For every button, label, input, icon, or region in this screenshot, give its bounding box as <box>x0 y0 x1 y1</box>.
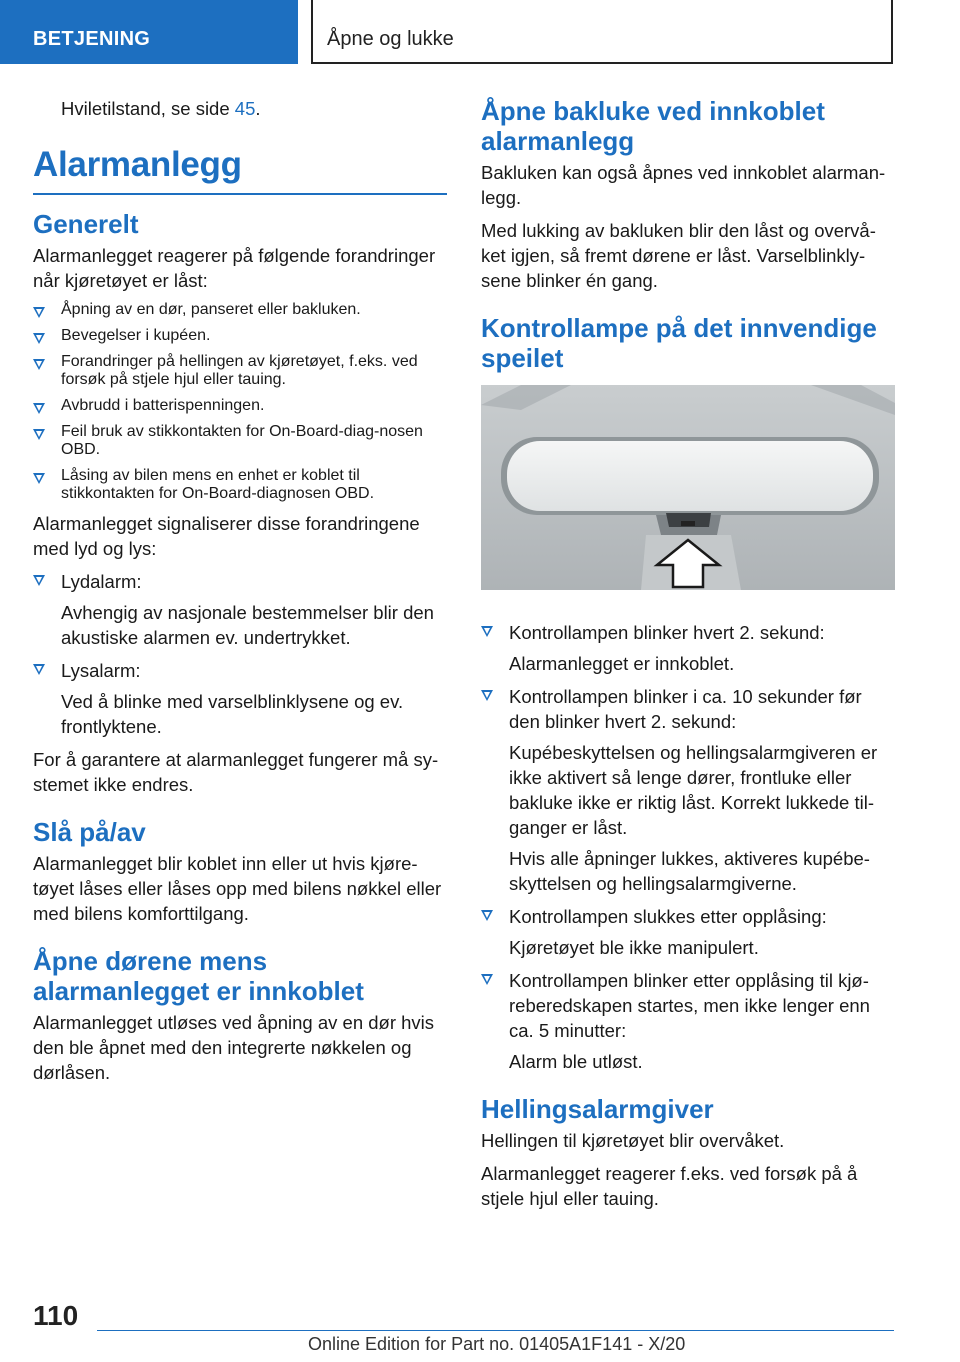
page-link[interactable]: 45 <box>234 98 256 119</box>
footer-divider <box>97 1330 894 1331</box>
left-column <box>33 96 447 1093</box>
chapter-title: Åpne og lukke <box>327 28 454 50</box>
list-item: Bevegelser i kupéen. <box>33 327 447 345</box>
list-item: Lysalarm: Ved å blinke med varselblinklysene og ev. frontlyktene. <box>33 658 447 739</box>
intro-paragraph: Hviletilstand, se side 45. <box>61 98 261 119</box>
signal-list <box>33 569 447 739</box>
aapne-paragraph: Alarmanlegget utløses ved åpning av en dør hvis den ble åpnet med den integrerte nøkkelen og dørlåsen. <box>33 1012 435 1083</box>
generelt-p2: Alarmanlegget signaliserer disse forandringene med lyd og lys: <box>33 513 420 559</box>
bakluke-p1: Bakluken kan også åpnes ved innkoblet alarman-legg. <box>481 162 886 208</box>
triangle-bullet-icon <box>33 333 45 344</box>
chapter-tab <box>311 0 893 64</box>
generelt-p1: Alarmanlegget reagerer på følgende forandringer når kjøretøyet er låst: <box>33 245 436 291</box>
mirror-illustration <box>481 385 895 590</box>
change-list <box>33 301 447 503</box>
triangle-bullet-icon <box>33 307 45 318</box>
heading-slaa: Slå på/av <box>33 817 146 847</box>
helling-p1: Hellingen til kjøretøyet blir overvåket. <box>481 1130 785 1151</box>
triangle-bullet-icon <box>481 974 493 985</box>
helling-p2: Alarmanlegget reagerer f.eks. ved forsøk på å stjele hjul eller tauing. <box>481 1163 858 1209</box>
list-item: Kontrollampen blinker hvert 2. sekund: Alarmanlegget er innkoblet. <box>481 620 897 676</box>
triangle-bullet-icon <box>481 626 493 637</box>
triangle-bullet-icon <box>33 359 45 370</box>
page-number: 110 <box>33 1300 79 1331</box>
heading-aapne-dorer: Åpne dørene mens alarmanlegget er innkoblet <box>33 946 364 1006</box>
right-column <box>481 96 897 1219</box>
heading-bakluke: Åpne bakluke ved innkoblet alarmanlegg <box>481 96 825 156</box>
list-item: Forandringer på hellingen av kjøretøyet, f.eks. ved forsøk på stjele hjul eller tauing. <box>33 353 447 389</box>
triangle-bullet-icon <box>33 403 45 414</box>
list-item: Kontrollampen slukkes etter opplåsing: Kjøretøyet ble ikke manipulert. <box>481 904 897 960</box>
list-item: Åpning av en dør, panseret eller bakluken. <box>33 301 447 319</box>
edition-note: Online Edition for Part no. 01405A1F141 - X/20 <box>308 1334 686 1354</box>
page-title: Alarmanlegg <box>33 145 447 195</box>
triangle-bullet-icon <box>33 575 45 586</box>
bakluke-p2: Med lukking av bakluken blir den låst og overvå-ket igjen, så fremt dørene er låst. Varselblinkly-sene blinker én gang. <box>481 220 876 291</box>
section-title: BETJENING <box>33 28 151 50</box>
list-item: Låsing av bilen mens en enhet er koblet til stikkontakten for On-Board-diagnosen OBD. <box>33 467 447 503</box>
list-item: Kontrollampen blinker i ca. 10 sekunder før den blinker hvert 2. sekund: Kupébeskyttelsen og hellingsalarmgiveren er ikke aktivert så lenge dører, frontluke eller bakluke ikke er riktig låst. Korrekt lukkede til-ganger er låst. Hvis alle åpninger lukkes, aktiveres kupébe-skyttelsen og hellingsalarmgiverne. <box>481 684 897 896</box>
list-item: Lydalarm: Avhengig av nasjonale bestemmelser blir den akustiske alarmen ev. undertrykket. <box>33 569 447 650</box>
heading-hellingsalarm: Hellingsalarmgiver <box>481 1094 714 1124</box>
slaa-paragraph: Alarmanlegget blir koblet inn eller ut hvis kjøre-tøyet låses eller låses opp med bilens nøkkel eller med bilens komforttilgang. <box>33 853 442 924</box>
triangle-bullet-icon <box>33 473 45 484</box>
list-item: Feil bruk av stikkontakten for On-Board-diag-nosen OBD. <box>33 423 447 459</box>
list-item: Kontrollampen blinker etter opplåsing til kjø-reberedskapen startes, men ikke lenger enn ca. 5 minutter: Alarm ble utløst. <box>481 968 897 1074</box>
triangle-bullet-icon <box>33 429 45 440</box>
heading-generelt: Generelt <box>33 209 139 239</box>
triangle-bullet-icon <box>481 910 493 921</box>
heading-kontrollampe: Kontrollampe på det innvendige speilet <box>481 313 877 373</box>
triangle-bullet-icon <box>481 690 493 701</box>
triangle-bullet-icon <box>33 664 45 675</box>
indicator-list <box>481 620 897 1074</box>
generelt-p3: For å garantere at alarmanlegget fungerer må sy-stemet ikke endres. <box>33 749 439 795</box>
list-item: Avbrudd i batterispenningen. <box>33 397 447 415</box>
section-tab <box>0 0 298 64</box>
